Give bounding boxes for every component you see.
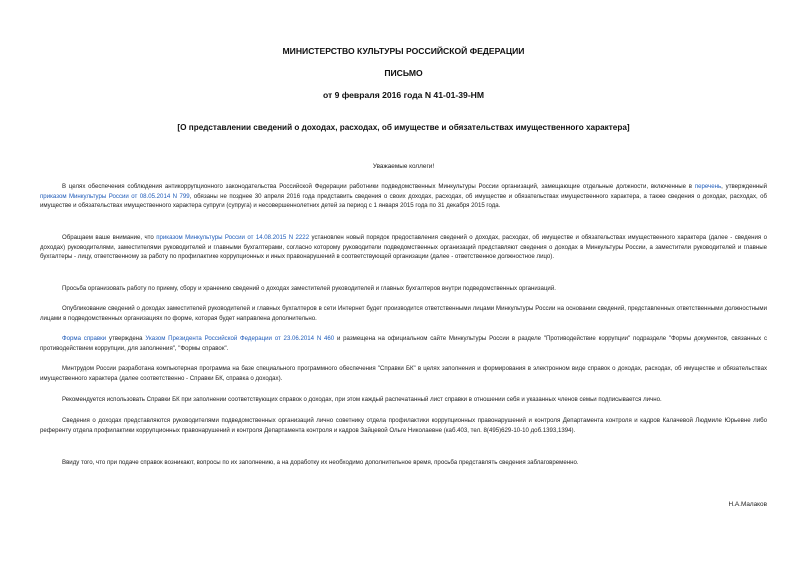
paragraph-7: Рекомендуется использовать Справки БК при заполнении соответствующих справок о доходах, при этом каждый распечатанный лист справки в отношении себя и указанных членов семьи подписывается лично. [62, 396, 662, 403]
paragraph-6: Минтрудом России разработана компьютерная программа на базе специального программного обеспечения "Справки БК" в целях заполнения и формирования в электронном виде справок о доходах, расходах, об имуществе и обязательствах имущественного характера (далее соответственно - Справки БК, справка о доходах). [40, 365, 767, 382]
link-perechen[interactable]: перечень [694, 183, 722, 190]
paragraph-2: Обращаем ваше внимание, что приказом Минкультуры России от 14.08.2015 N 2222 установлен новый порядок предоставления сведений о доходах, расходах, об имуществе и обязательствах имущественного характера (далее - сведения о доходах) руководителями, заместителями руководителей и главными бухгалтерами, согласно которому руководители подведомственных организаций представляют сведения о доходах в Минкультуры России, а заместители руководителей и главные бухгалтеры - лицу, ответственному за работу по профилактике коррупционных и иных правонарушений в соответствующей организации (далее - ответственное должностное лицо). [40, 234, 767, 261]
link-decree-460[interactable]: Указом Президента Российской Федерации от 23.06.2014 N 460 [145, 335, 335, 342]
paragraph-3: Просьба организовать работу по приему, сбору и хранению сведений о доходах заместителей руководителей и главных бухгалтеров внутри подведомственных организаций. [62, 285, 556, 292]
paragraph-8: Сведения о доходах представляются руководителями подведомственных организаций лично советнику отдела профилактики коррупционных правонарушений и контроля Департамента контроля и кадров Калачевой Людмиле Юрьевне либо референту отдела профилактики коррупционных правонарушений и контроля Департамента контроля и кадров Зайцевой Ольге Николаевне (каб.403, тел. 8(495)629-10-10 доб.1393,1394). [40, 417, 767, 434]
signature: Н.А.Малаков [728, 501, 767, 508]
doc-type: ПИСЬМО [384, 68, 423, 78]
link-form[interactable]: Форма справки [62, 335, 107, 342]
paragraph-5: Форма справки утверждена Указом Президента Российской Федерации от 23.06.2014 N 460 и размещена на официальном сайте Минкультуры России в разделе "Противодействие коррупции" подразделе "Формы документов, связанных с противодействием коррупции, для заполнения", "Формы справок". [40, 335, 768, 352]
link-order-2222[interactable]: приказом Минкультуры России от 14.08.2015 N 2222 [156, 234, 310, 241]
paragraph-1: В целях обеспечения соблюдения антикоррупционного законодательства Российской Федерации работники подведомственных Минкультуры России организаций, замещающие отдельные должности, включенные в перечень, утвержденный приказом Минкультуры России от 08.05.2014 N 799, обязаны не позднее 30 апреля 2016 года представить сведения о своих доходах, расходах, об имуществе и обязательствах имущественного характера, а также сведения о доходах, расходах, об имуществе и обязательствах имущественного характера супруги (супруга) и несовершеннолетних детей за период с 1 января 2015 года по 31 декабря 2015 года. [40, 183, 767, 210]
date-number: от 9 февраля 2016 года N 41-01-39-НМ [322, 90, 485, 100]
link-order-799[interactable]: приказом Минкультуры России от 08.05.2014 N 799 [40, 192, 190, 200]
ministry-title: МИНИСТЕРСТВО КУЛЬТУРЫ РОССИЙСКОЙ ФЕДЕРАЦИИ [282, 46, 525, 56]
letter-subject: [О представлении сведений о доходах, расходах, об имуществе и обязательствах имущественного характера] [177, 123, 630, 132]
greeting: Уважаемые коллеги! [372, 163, 435, 170]
paragraph-9: Ввиду того, что при подаче справок возникают, вопросы по их заполнению, а на доработку их необходимо дополнительное время, просьба представлять сведения заблаговременно. [62, 459, 579, 466]
paragraph-4: Опубликование сведений о доходах заместителей руководителей и главных бухгалтеров в сети Интернет будет производится ответственными лицами Минкультуры России на основании сведений, представленных ответственными должностными лицами в подведомственных организациях по форме, которая будет направлена дополнительно. [40, 305, 767, 322]
